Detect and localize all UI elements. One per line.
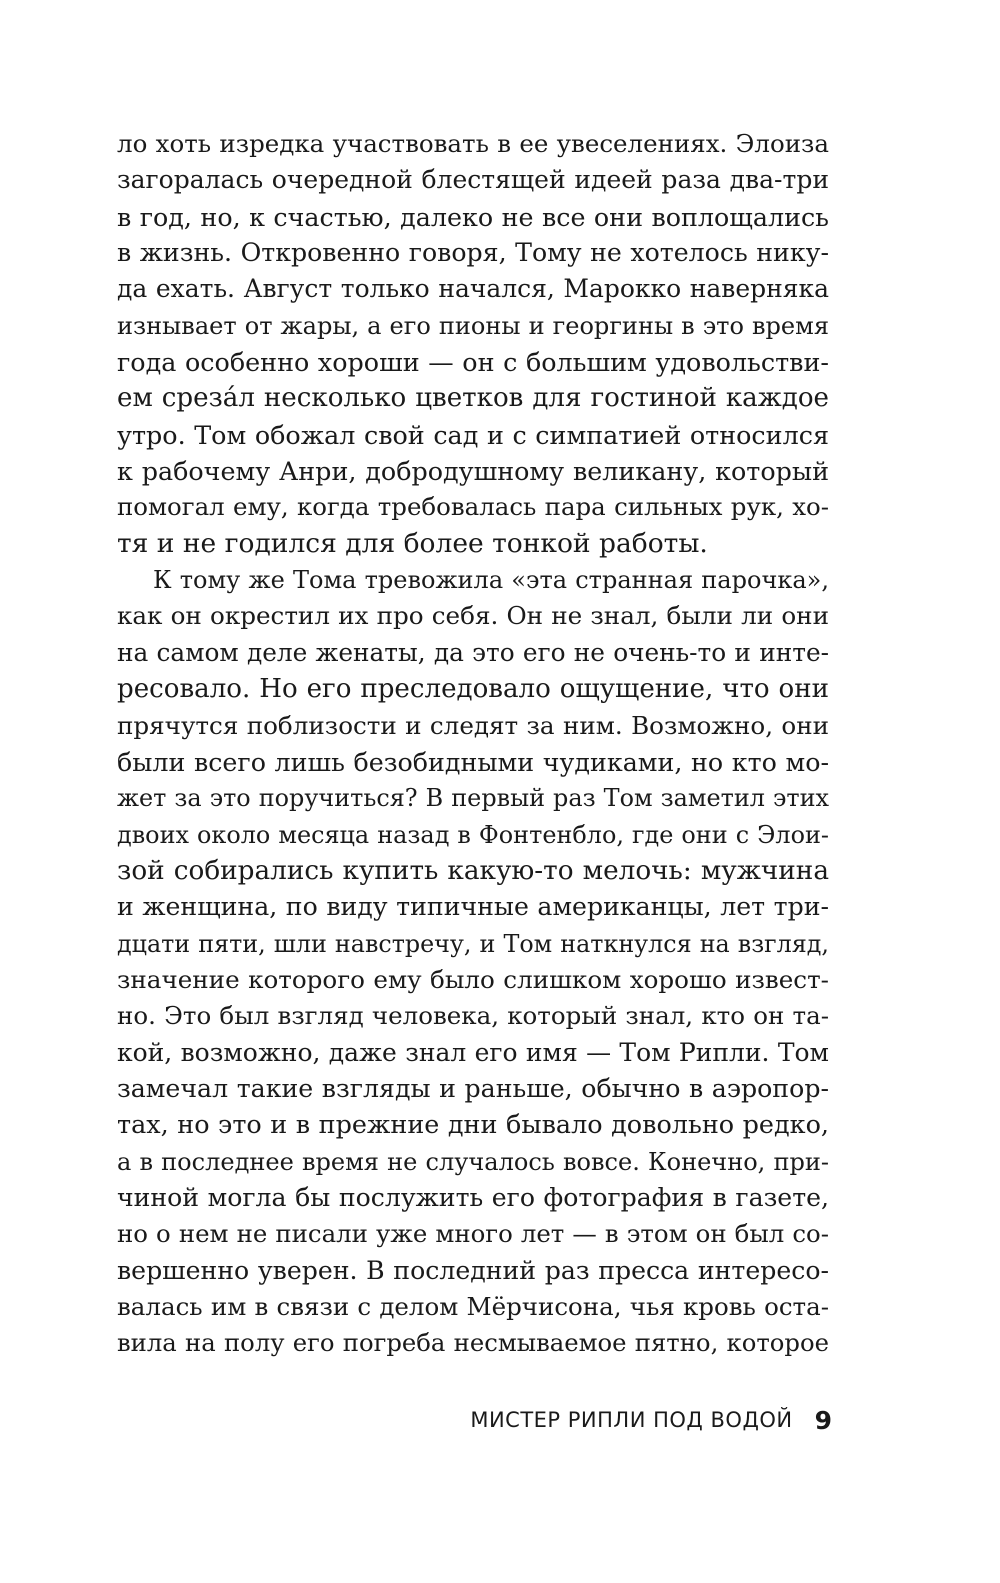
- text-line-3: в год, но, к счастью, далеко не все они воплощались: [117, 201, 829, 232]
- text-line-18: были всего лишь безобидными чудиками, но кто мо-: [117, 746, 829, 777]
- text-line-27: замечал такие взгляды и раньше, обычно в аэропор-: [117, 1073, 829, 1103]
- text-line-2: загоралась очередной блестящей идеей раза два-три: [117, 165, 829, 195]
- text-line-28: тах, но это и в прежние дни бывало довольно редко,: [117, 1110, 829, 1141]
- text-line-29: а в последнее время не случалось вовсе. Конечно, при-: [117, 1147, 829, 1176]
- body-text: [117, 126, 829, 1362]
- text-line-26: кой, возможно, даже знал его имя — Том Рипли. Том: [117, 1037, 829, 1067]
- text-line-5: да ехать. Август только начался, Марокко наверняка: [117, 274, 829, 304]
- text-line-15: на самом деле женаты, да это его не очень-то и инте-: [117, 637, 829, 667]
- text-line-21: зой собирались купить какую-то мелочь: мужчина: [117, 855, 829, 886]
- text-line-22: и женщина, по виду типичные американцы, лет три-: [117, 892, 829, 922]
- text-line-32: вершенно уверен. В последний раз пресса интересо-: [117, 1255, 829, 1285]
- text-line-30: чиной могла бы послужить его фотография в газете,: [117, 1182, 829, 1212]
- text-line-23: дцати пяти, шли навстречу, и Том наткнулся на взгляд,: [117, 929, 829, 958]
- text-line-13: К тому же Тома тревожила «эта странная парочка»,: [153, 566, 829, 595]
- text-line-16: ресовало. Но его преследовало ощущение, что они: [117, 674, 829, 705]
- text-line-33: валась им в связи с делом Мёрчисона, чья кровь оста-: [117, 1292, 829, 1321]
- text-line-8: ем среза́л несколько цветков для гостиной каждое: [117, 383, 829, 414]
- text-line-24: значение которого ему было слишком хорошо извест-: [117, 964, 829, 994]
- text-line-14: как он окрестил их про себя. Он не знал, были ли они: [117, 601, 829, 631]
- text-line-25: но. Это был взгляд человека, который знал, кто он та-: [117, 1001, 829, 1031]
- page-footer: [420, 1402, 832, 1438]
- text-line-17: прячутся поблизости и следят за ним. Возможно, они: [117, 710, 829, 740]
- text-line-9: утро. Том обожал свой сад и с симпатией относился: [117, 419, 829, 450]
- text-line-19: жет за это поручиться? В первый раз Том заметил этих: [117, 784, 829, 813]
- text-line-6: изнывает от жары, а его пионы и георгины в это время: [117, 311, 829, 340]
- page-number: 9: [814, 1405, 832, 1435]
- running-title: МИСТЕР РИПЛИ ПОД ВОДОЙ: [470, 1408, 793, 1432]
- text-line-11: помогал ему, когда требовалась пара сильных рук, хо-: [117, 492, 829, 522]
- text-line-7: года особенно хороши — он с большим удовольстви-: [117, 347, 829, 378]
- text-line-12: тя и не годился для более тонкой работы.: [117, 527, 708, 559]
- text-line-34: вила на полу его погреба несмываемое пятно, которое: [117, 1328, 829, 1358]
- text-line-1: ло хоть изредка участвовать в ее увеселениях. Элоиза: [117, 129, 829, 158]
- text-line-10: к рабочему Анри, добродушному великану, который: [117, 456, 829, 487]
- text-line-4: в жизнь. Откровенно говоря, Тому не хотелось нику-: [117, 238, 829, 268]
- text-line-31: но о нем не писали уже много лет — в этом он был со-: [117, 1219, 829, 1249]
- text-line-20: двоих около месяца назад в Фонтенбло, где они с Элои-: [117, 820, 829, 849]
